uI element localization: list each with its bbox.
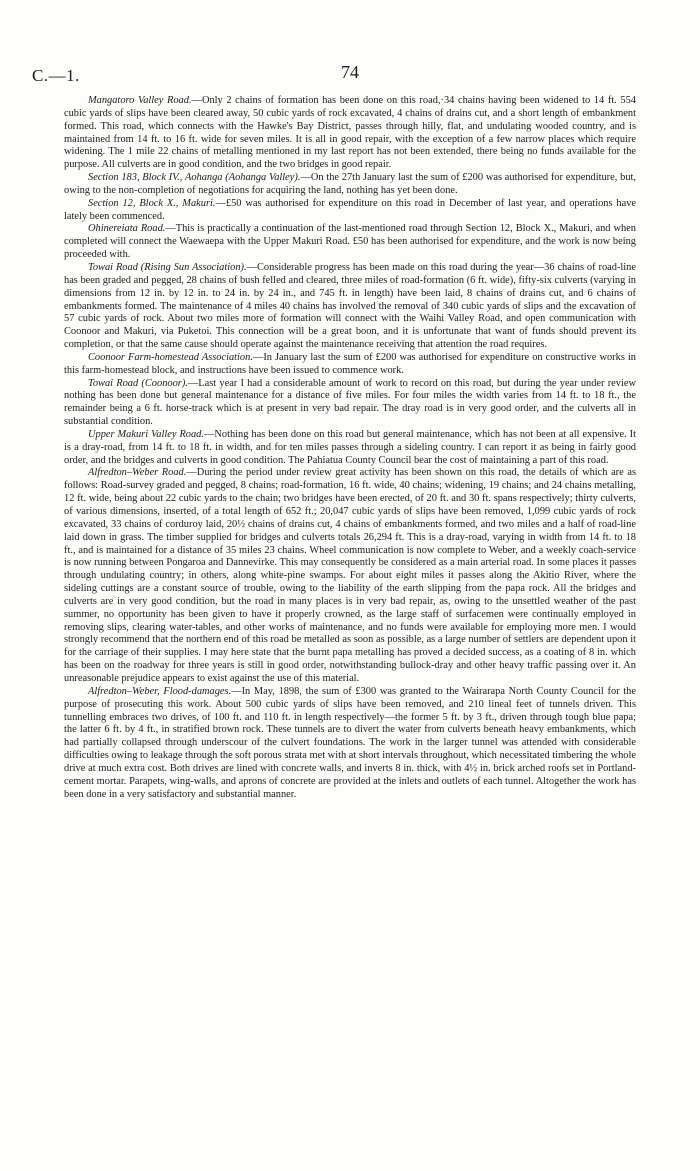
report-body xyxy=(64,95,636,801)
paragraph xyxy=(64,95,636,172)
paragraph xyxy=(64,378,636,429)
paragraph-heading: Ohinereiata Road. xyxy=(88,223,166,235)
paragraph-heading: Alfredton–Weber Road. xyxy=(88,467,187,479)
paragraph-heading: Towai Road (Coonoor). xyxy=(88,377,188,389)
paragraph-heading: Towai Road (Rising Sun Association). xyxy=(88,261,247,273)
paragraph xyxy=(64,467,636,685)
paragraph xyxy=(64,172,636,198)
paragraph xyxy=(64,686,636,802)
paragraph xyxy=(64,429,636,468)
paragraph-heading: Alfredton–Weber, Flood-damages. xyxy=(88,685,232,697)
paragraph xyxy=(64,352,636,378)
paragraph-text: —In May, 1898, the sum of £300 was granted to the Wairarapa North County Council for the purpose of prosecuting this work. About 500 cubic yards of slips have been removed, and 210 lineal feet of tunnels driven. This tunnelling embraces two drives, of 100 ft. and 110 ft. in length respectively—the former 5 ft. by 3 ft., driven through tough blue papa; the latter 6 ft. by 4 ft., in stratified brown rock. These tunnels are to divert the water from culverts beneath heavy embankments, which had partially collapsed through underscour of the culvert foundations. The work in the larger tunnel was attended with considerable difficulties owing to leakage through the soft porous strata met with at short intervals throughout, which necessitated timbering the whole drive at much extra cost. Both drives are lined with concrete walls, and inverts 8 in. thick, with 4½ in. brick arched roofs set in Portland-cement mortar. Parapets, wing-walls, and aprons of concrete are provided at the inlets and outlets of each tunnel. Altogether the work has been done in a very satisfactory and substantial manner. xyxy=(64,685,636,800)
paragraph-heading: Mangatoro Valley Road. xyxy=(88,95,192,106)
paragraph-text: —In January last the sum of £200 was authorised for expenditure on constructive works in this farm-homestead block, and instructions have been issued to commence work. xyxy=(64,351,636,376)
paragraph xyxy=(64,198,636,224)
paragraph-heading: Coonoor Farm-homestead Association. xyxy=(88,351,253,363)
paragraph-heading: Upper Makuri Valley Road. xyxy=(88,428,204,440)
page-number: 74 xyxy=(341,62,359,82)
paragraph-text: —Last year I had a considerable amount of work to record on this road, but during the year under review nothing has been done but general maintenance for a distance of five miles. For four miles the width varies from 14 ft. to 18 ft., the remainder being a 6 ft. horse-track which is at present in very bad repair. The dray road is in very good order, and the culverts all in substantial condition. xyxy=(64,377,636,428)
paragraph-text: —On the 27th January last the sum of £200 was authorised for expenditure, but, owing to the non-completion of negotiations for acquiring the land, nothing has yet been done. xyxy=(64,172,636,196)
paragraph-heading: Section 183, Block IV., Aohanga (Aohanga Valley). xyxy=(88,172,301,184)
paragraph-text: —Only 2 chains of formation has been done on this road,·34 chains having been widened to 14 ft. 554 cubic yards of slips have been cleared away, 50 cubic yards of rock excavated, 4 chains of drains cut, and a short length of embankment formed. This road, which connects with the Hawke's Bay District, passes through hilly, flat, and undulating wooded country, and is maintained from 14 ft. to 16 ft. wide for seven miles. It is all in good repair, with the exception of a few narrow places which require widening. The 1 mile 22 chains of metalling mentioned in my last report has not been extended, there being no funds available for the purpose. All culverts are in good condition, and the two bridges in good repair. xyxy=(64,95,636,171)
paragraph-text: —Considerable progress has been made on this road during the year—36 chains of road-line has been graded and pegged, 28 chains of bush felled and cleared, three miles of road-formation (6 ft. wide), fifty-six culverts (varying in dimensions from 12 in. by 12 in. to 24 in. by 24 in., and 745 ft. in length) have been laid, 8 chains of drains cut, and 6 chains of embankments formed. The maintenance of 4 miles 40 chains has involved the removal of 340 cubic yards of slips and the excavation of 57 cubic yards of rock. About two miles more of formation will connect with the Waihi Valley Road, and open communication with Coonoor and Makuri, via Puketoi. This connection will be a great boon, and it is unfortunate that want of funds should prevent its completion, or that the same cause should operate against the maintenance receiving that attention the road requires. xyxy=(64,261,636,351)
paragraph-heading: Section 12, Block X., Makuri. xyxy=(88,197,216,209)
paragraph-text: —Nothing has been done on this road but general maintenance, which has not been at all expensive. It is a dray-road, from 14 ft. to 18 ft. in width, and for ten miles passes through a sideling country. I can report it as being in fairly good order, and the bridges and culverts in good condition. The Pahiatua County Council bear the cost of maintaining a part of this road. xyxy=(64,428,636,466)
paragraph xyxy=(64,223,636,262)
paragraph xyxy=(64,262,636,352)
document-code: C.—1. xyxy=(32,66,80,85)
paragraph-text: —This is practically a continuation of the last-mentioned road through Section 12, Block X., Makuri, and when completed will connect the Waewaepa with the Upper Makuri Road. £50 has been authorised for expenditure, and the work is now being proceeded with. xyxy=(64,223,636,261)
paragraph-text: —During the period under review great activity has been shown on this road, the details of which are as follows: Road-survey graded and pegged, 8 chains; road-formation, 16 ft. wide, 40 chains; widening, 19 chains; and 24 chains metalling, 12 ft. wide, being about 22 cubic yards to the chain; two bridges have been erected, of 20 ft. and 30 ft. spans respectively; thirty culverts, of various dimensions, inserted, of a total length of 652 ft.; 20,047 cubic yards of slips have been removed, 1,099 cubic yards of rock excavated, 33 chains of corduroy laid, 20½ chains of drains cut, 4 chains of embankments formed, and two miles and a half of road-line laid down in grass. The timber supplied for bridges and culverts totals 26,294 ft. This is a dray-road, varying in width from 14 ft. to 18 ft., and is maintained for a distance of 35 miles 23 chains. Wheel communication is now complete to Weber, and a weekly coach-service is now running between Pongaroa and Dannevirke. This may consequently be considered as a main arterial road. In some places it passes through undulating country; in others, along white-pine swamps. For about eight miles it passes along the Akitio River, where the sideling cuttings are a constant source of trouble, owing to the liability of the earth slipping from the papa rock. All the bridges and culverts are in very good condition, but the road in many places is in very bad repair, as, owing to the unsettled weather of the past summer, no opportunity has been given to have it properly crowned, as the large staff of surfacemen were continually employed in removing slips, clearing water-tables, and other works of maintenance, and no funds were available for employing more men. I would strongly recommend that the northern end of this road be metalled as soon as possible, as a large number of settlers are dependent upon it for the carriage of their supplies. I may here state that the burnt papa metalling has proved a decided success, as a coating of 8 in. which has been on the roadway for three years is still in good order, notwithstanding bullock-dray and other heavy traffic passing over it. An unreasonable prejudice appears to exist against the use of this material. xyxy=(64,467,636,684)
paragraph-text: —£50 was authorised for expenditure on this road in December of last year, and operations have lately been commenced. xyxy=(64,197,637,222)
